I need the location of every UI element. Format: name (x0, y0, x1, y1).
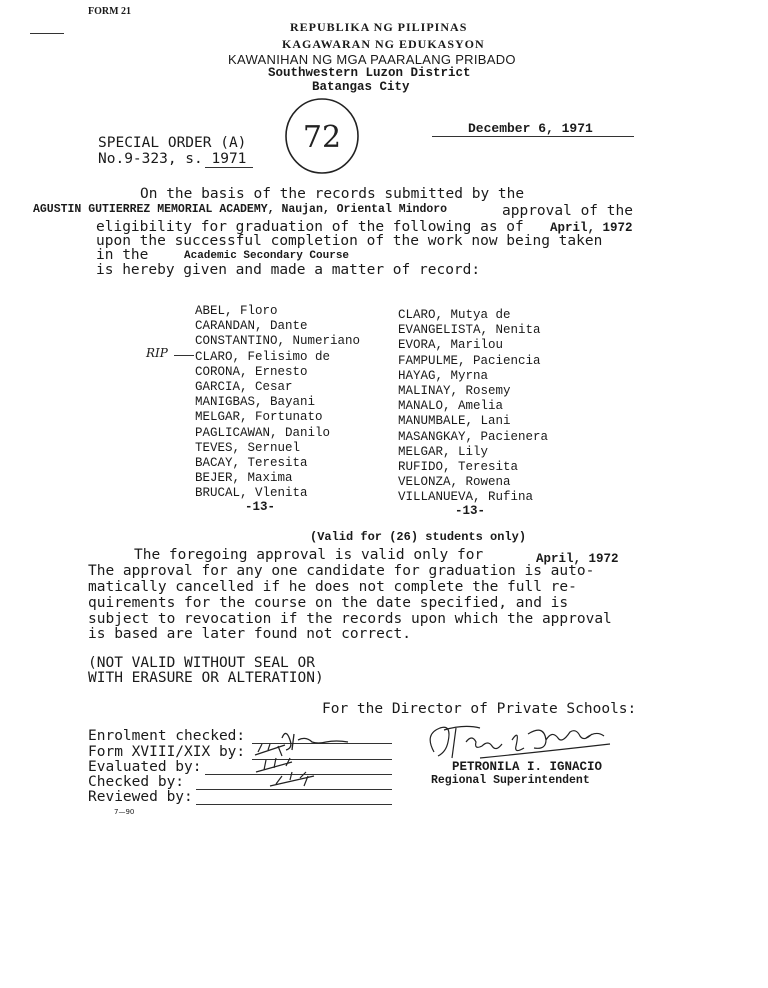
order-number: No.9-323, s. 1971 (98, 151, 247, 167)
student-name: BEJER, Maxima (195, 471, 293, 486)
student-name: MASANGKAY, Pacienera (398, 429, 549, 444)
student-list-left (195, 304, 360, 502)
validity-line-5: subject to revocation if the records upon which the approval (88, 611, 612, 627)
student-name: TEVES, Sernuel (195, 440, 301, 455)
student-name: MANUMBALE, Lani (398, 414, 511, 429)
count-left: -13- (245, 500, 276, 514)
header-district: Southwestern Luzon District (268, 66, 471, 80)
validity-line-3: matically cancelled if he does not complete the full re- (88, 579, 577, 595)
intro-line-6: is hereby given and made a matter of record: (96, 262, 481, 278)
order-title: SPECIAL ORDER (A) (98, 135, 247, 151)
student-name: EVORA, Marilou (398, 338, 504, 353)
intro-line-1: On the basis of the records submitted by the (140, 186, 525, 202)
student-name: CARANDAN, Dante (195, 319, 308, 334)
header-bureau: KAWANIHAN NG MGA PAARALANG PRIBADO (228, 52, 516, 67)
intro-line-5: in the (96, 247, 149, 263)
student-name: EVANGELISTA, Nenita (398, 323, 541, 338)
student-name: MALINAY, Rosemy (398, 384, 511, 399)
student-name: FAMPULME, Paciencia (398, 353, 541, 368)
rip-dash (174, 355, 194, 356)
signatory-name: PETRONILA I. IGNACIO (452, 760, 603, 774)
handwritten-initials (250, 722, 390, 807)
student-name: GARCIA, Cesar (195, 380, 293, 395)
student-name: CONSTANTINO, Numeriano (195, 334, 361, 349)
student-name: MELGAR, Fortunato (195, 410, 323, 425)
check-form: Form XVIII/XIX by: (88, 744, 246, 760)
check-checked: Checked by: (88, 774, 185, 790)
order-date: December 6, 1971 (468, 121, 593, 136)
footer-code: 7—90 (114, 808, 135, 816)
intro-line-4: upon the successful completion of the work now being taken (96, 233, 603, 249)
student-name: MANALO, Amelia (398, 399, 504, 414)
valid-for-note: (Valid for (26) students only) (310, 530, 527, 544)
rip-annotation: RIP (146, 346, 168, 360)
date-underline (432, 136, 634, 137)
student-name: ABEL, Floro (195, 304, 278, 318)
validity-line-6: is based are later found not correct. (88, 626, 412, 642)
check-enrolment: Enrolment checked: (88, 728, 246, 744)
circled-number-stamp (282, 96, 362, 176)
student-name: BACAY, Teresita (195, 456, 308, 471)
student-name: VELONZA, Rowena (398, 475, 511, 490)
student-name: CLARO, Felisimo de (195, 349, 331, 364)
validity-date: April, 1972 (536, 552, 619, 566)
student-name: VILLANUEVA, Rufina (398, 490, 534, 505)
course-name: Academic Secondary Course (184, 250, 350, 262)
margin-mark (30, 33, 64, 34)
student-name: BRUCAL, Vlenita (195, 486, 308, 501)
student-name: CORONA, Ernesto (195, 364, 308, 379)
check-reviewed: Reviewed by: (88, 789, 193, 805)
intro-line-3: eligibility for graduation of the following as of (96, 219, 524, 235)
for-director-line: For the Director of Private Schools: (322, 701, 637, 717)
student-name: RUFIDO, Teresita (398, 460, 519, 475)
intro-line-2: approval of the (502, 203, 633, 219)
validity-line-4: quirements for the course on the date specified, and is (88, 595, 569, 611)
seal-notice-2: WITH ERASURE OR ALTERATION) (88, 670, 324, 686)
student-name: CLARO, Mutya de (398, 308, 511, 322)
validity-line-1: The foregoing approval is valid only for (134, 547, 484, 563)
validity-line-2: The approval for any one candidate for graduation is auto- (88, 563, 595, 579)
student-list-right (398, 308, 548, 506)
form-number: FORM 21 (88, 6, 132, 17)
school-name: AGUSTIN GUTIERREZ MEMORIAL ACADEMY, Naujan, Oriental Mindoro (33, 203, 448, 216)
signatory-title: Regional Superintendent (431, 774, 590, 787)
header-department: KAGAWARAN NG EDUKASYON (282, 37, 485, 51)
seal-notice-1: (NOT VALID WITHOUT SEAL OR (88, 655, 315, 671)
student-name: PAGLICAWAN, Danilo (195, 425, 331, 440)
graduation-date: April, 1972 (550, 221, 633, 235)
stamp-number-text: 72 (302, 120, 342, 155)
check-evaluated: Evaluated by: (88, 759, 202, 775)
header-republic: REPUBLIKA NG PILIPINAS (290, 20, 468, 34)
count-right: -13- (455, 504, 486, 518)
header-city: Batangas City (312, 80, 410, 94)
student-name: MANIGBAS, Bayani (195, 395, 316, 410)
student-name: MELGAR, Lily (398, 444, 489, 459)
order-number-underline (205, 167, 253, 168)
student-name: HAYAG, Myrna (398, 368, 489, 383)
